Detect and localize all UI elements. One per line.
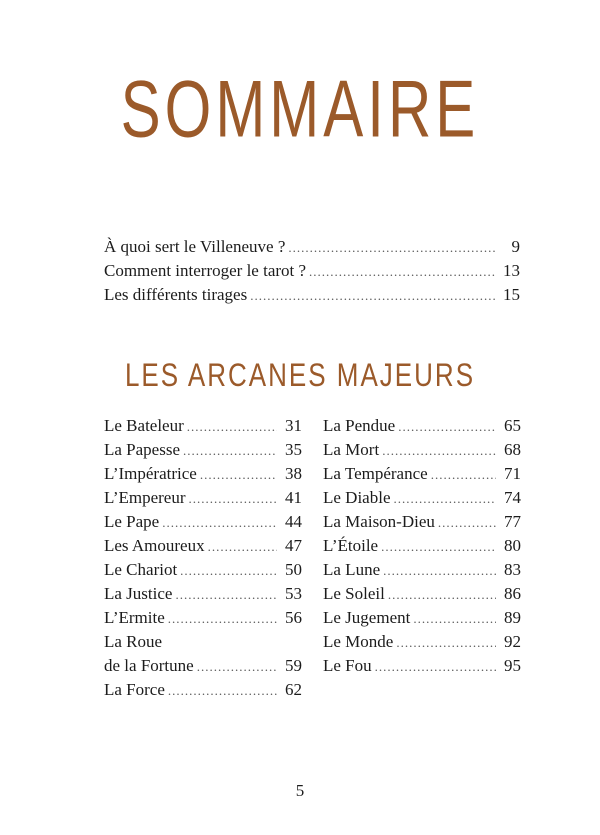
toc-entry-label: L’Ermite: [104, 608, 165, 627]
page-title: SOMMAIRE: [120, 63, 480, 154]
toc-entry-page: 56: [285, 608, 302, 627]
toc-entry-page: 68: [504, 440, 521, 459]
dot-leader: [183, 439, 277, 463]
toc-entry[interactable]: [104, 259, 520, 283]
toc-entry-page: 44: [285, 512, 302, 531]
toc-entry[interactable]: [323, 462, 521, 486]
toc-entry-page: 35: [285, 440, 302, 459]
toc-entry[interactable]: [323, 654, 521, 678]
toc-entry-label: Le Jugement: [323, 608, 411, 627]
toc-entry[interactable]: [104, 534, 302, 558]
toc-entry-label: La Mort: [323, 440, 380, 459]
toc-entry-label: Le Monde: [323, 632, 394, 651]
dot-leader: [187, 415, 277, 439]
dot-leader: [200, 463, 277, 487]
dot-leader: [175, 583, 277, 607]
toc-entry-page: 74: [504, 488, 521, 507]
dot-leader: [388, 583, 496, 607]
dot-leader: [168, 607, 277, 631]
toc-entry[interactable]: [104, 558, 302, 582]
toc-entry-label: Le Fou: [323, 656, 372, 675]
toc-entry-page: 53: [285, 584, 302, 603]
toc-entry-label: Les différents tirages: [104, 285, 248, 304]
toc-entry[interactable]: [323, 606, 521, 630]
toc-entry-label: La Maison-Dieu: [323, 512, 435, 531]
toc-entry-page: 59: [285, 656, 302, 675]
toc-entry-page: 41: [285, 488, 302, 507]
toc-entry-page: 71: [504, 464, 521, 483]
toc-entry[interactable]: [104, 582, 302, 606]
section-title: LES ARCANES MAJEURS: [124, 356, 476, 394]
toc-entry-page: 92: [504, 632, 521, 651]
arcana-column-left: [104, 414, 302, 702]
dot-leader: [413, 607, 496, 631]
toc-entry-label: La Lune: [323, 560, 381, 579]
dot-leader: [180, 559, 277, 583]
toc-entry[interactable]: [323, 558, 521, 582]
toc-entry-label: Les Amoureux: [104, 536, 205, 555]
dot-leader: [398, 415, 496, 439]
toc-entry-label: La Roue: [104, 632, 163, 651]
toc-entry-page: 47: [285, 536, 302, 555]
toc-entry-label: L’Empereur: [104, 488, 186, 507]
toc-entry-label: Le Chariot: [104, 560, 178, 579]
toc-entry[interactable]: [323, 582, 521, 606]
toc-entry[interactable]: [323, 486, 521, 510]
toc-entry-page: 83: [504, 560, 521, 579]
dot-leader: [381, 535, 496, 559]
toc-entry[interactable]: [104, 486, 302, 510]
toc-entry-label: de la Fortune: [104, 656, 194, 675]
dot-leader: [382, 439, 496, 463]
toc-entry-label: Le Diable: [323, 488, 391, 507]
dot-leader: [162, 511, 277, 535]
dot-leader: [189, 487, 277, 511]
intro-toc: [104, 235, 520, 307]
toc-entry[interactable]: [104, 606, 302, 630]
toc-entry[interactable]: [104, 510, 302, 534]
toc-entry[interactable]: [104, 462, 302, 486]
toc-entry-page: 13: [503, 261, 520, 280]
dot-leader: [383, 559, 496, 583]
toc-entry-page: 77: [504, 512, 521, 531]
toc-entry-label: L’Étoile: [323, 536, 379, 555]
toc-entry[interactable]: [323, 438, 521, 462]
dot-leader: [288, 236, 495, 260]
dot-leader: [208, 535, 277, 559]
toc-entry-label: La Papesse: [104, 440, 181, 459]
dot-leader: [375, 655, 496, 679]
toc-entry[interactable]: [323, 534, 521, 558]
toc-entry-page: 65: [504, 416, 521, 435]
toc-entry-label: À quoi sert le Villeneuve ?: [104, 237, 286, 256]
page-number: 5: [295, 781, 305, 800]
toc-entry-page: 38: [285, 464, 302, 483]
toc-entry-page: 95: [504, 656, 521, 675]
toc-entry[interactable]: [104, 438, 302, 462]
toc-entry[interactable]: [104, 654, 302, 678]
dot-leader: [431, 463, 496, 487]
arcana-column-right: [323, 414, 521, 678]
toc-entry-label: Comment interroger le tarot ?: [104, 261, 307, 280]
toc-entry[interactable]: [323, 414, 521, 438]
toc-entry[interactable]: [323, 510, 521, 534]
toc-entry-label: Le Bateleur: [104, 416, 184, 435]
toc-entry[interactable]: [323, 630, 521, 654]
toc-entry-label: L’Impératrice: [104, 464, 197, 483]
toc-entry[interactable]: [104, 414, 302, 438]
toc-entry-label: La Force: [104, 680, 165, 699]
toc-entry-page: 89: [504, 608, 521, 627]
dot-leader: [438, 511, 496, 535]
toc-entry-label: La Pendue: [323, 416, 396, 435]
dot-leader: [250, 284, 495, 308]
toc-entry-page: 62: [285, 680, 302, 699]
toc-entry-label: Le Soleil: [323, 584, 385, 603]
toc-entry-page: 86: [504, 584, 521, 603]
dot-leader: [197, 655, 277, 679]
toc-entry[interactable]: [104, 678, 302, 702]
toc-entry-page: 31: [285, 416, 302, 435]
toc-entry[interactable]: [104, 630, 302, 654]
toc-entry-label: Le Pape: [104, 512, 160, 531]
dot-leader: [309, 260, 495, 284]
dot-leader: [168, 679, 277, 703]
toc-entry-page: 50: [285, 560, 302, 579]
toc-entry-label: La Tempérance: [323, 464, 428, 483]
toc-entry-page: 80: [504, 536, 521, 555]
dot-leader: [394, 487, 497, 511]
toc-entry[interactable]: [104, 235, 520, 259]
toc-entry[interactable]: [104, 283, 520, 307]
toc-entry-page: 15: [503, 285, 520, 304]
dot-leader: [396, 631, 496, 655]
toc-entry-page: 9: [511, 237, 520, 256]
toc-entry-label: La Justice: [104, 584, 173, 603]
